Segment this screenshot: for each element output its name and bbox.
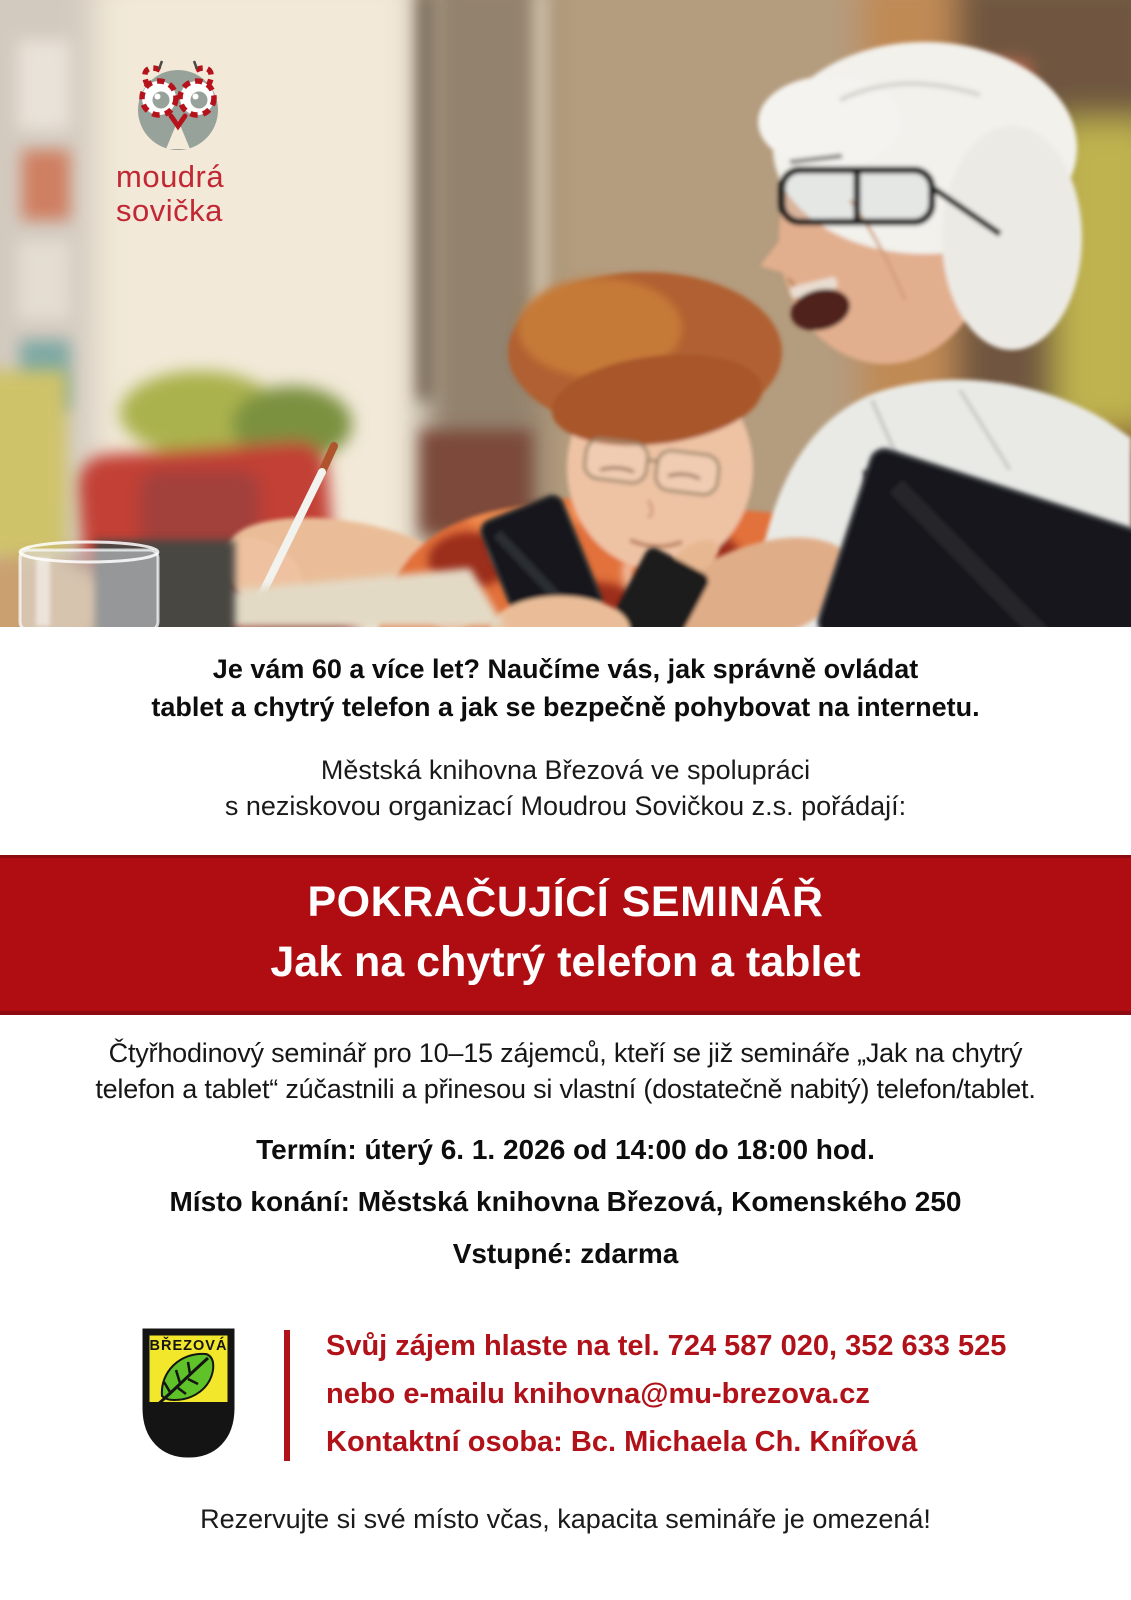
- intro-line2: tablet a chytrý telefon a jak se bezpečně pohybovat na internetu.: [151, 692, 980, 722]
- banner-title-line2: Jak na chytrý telefon a tablet: [270, 938, 861, 986]
- logo-text-line1: moudrá: [116, 159, 225, 194]
- reservation-note: Rezervujte si své místo včas, kapacita semináře je omezená!: [200, 1504, 931, 1534]
- seminar-description: [0, 1035, 1131, 1107]
- description-line2: telefon a tablet“ zúčastnili a přinesou si vlastní (dostatečně nabitý) telefon/tablet.: [95, 1074, 1036, 1104]
- intro-line1: Je vám 60 a více let? Naučíme vás, jak správně ovládat: [212, 654, 919, 684]
- banner-title-line1: POKRAČUJÍCÍ SEMINÁŘ: [307, 878, 824, 926]
- hero-photo: [0, 0, 1131, 627]
- shield-label: BŘEZOVÁ: [149, 1338, 228, 1354]
- contact-email: nebo e-mailu knihovna@mu-brezova.cz: [326, 1378, 870, 1410]
- contact-divider: [284, 1330, 290, 1461]
- intro-headline: [0, 650, 1131, 726]
- water-glass: [20, 542, 158, 627]
- detail-vstupne: Vstupné: zdarma: [452, 1238, 679, 1269]
- organizer-text: [0, 752, 1131, 824]
- contact-info: [326, 1322, 1006, 1466]
- detail-termin: Termín: úterý 6. 1. 2026 od 14:00 do 18:00 hod.: [256, 1134, 875, 1165]
- logo-moudra-sovicka: [112, 60, 282, 228]
- description-line1: Čtyřhodinový seminář pro 10–15 zájemců, kteří se již semináře „Jak na chytrý: [108, 1038, 1023, 1068]
- detail-misto: Místo konání: Městská knihovna Březová, Komenského 250: [169, 1186, 962, 1217]
- organizer-line1: Městská knihovna Březová ve spolupráci: [320, 755, 811, 785]
- seminar-details: [0, 1136, 1131, 1292]
- title-banner: [0, 855, 1131, 1015]
- contact-phone: Svůj zájem hlaste na tel. 724 587 020, 352 633 525: [326, 1330, 1007, 1362]
- brezova-coat-of-arms: [140, 1326, 237, 1461]
- owl-icon: [126, 60, 230, 160]
- logo-text-line2: sovička: [116, 193, 223, 228]
- organizer-line2: s neziskovou organizací Moudrou Sovičkou z.s. pořádají:: [224, 791, 907, 821]
- contact-person: Kontaktní osoba: Bc. Michaela Ch. Knířová: [326, 1426, 918, 1458]
